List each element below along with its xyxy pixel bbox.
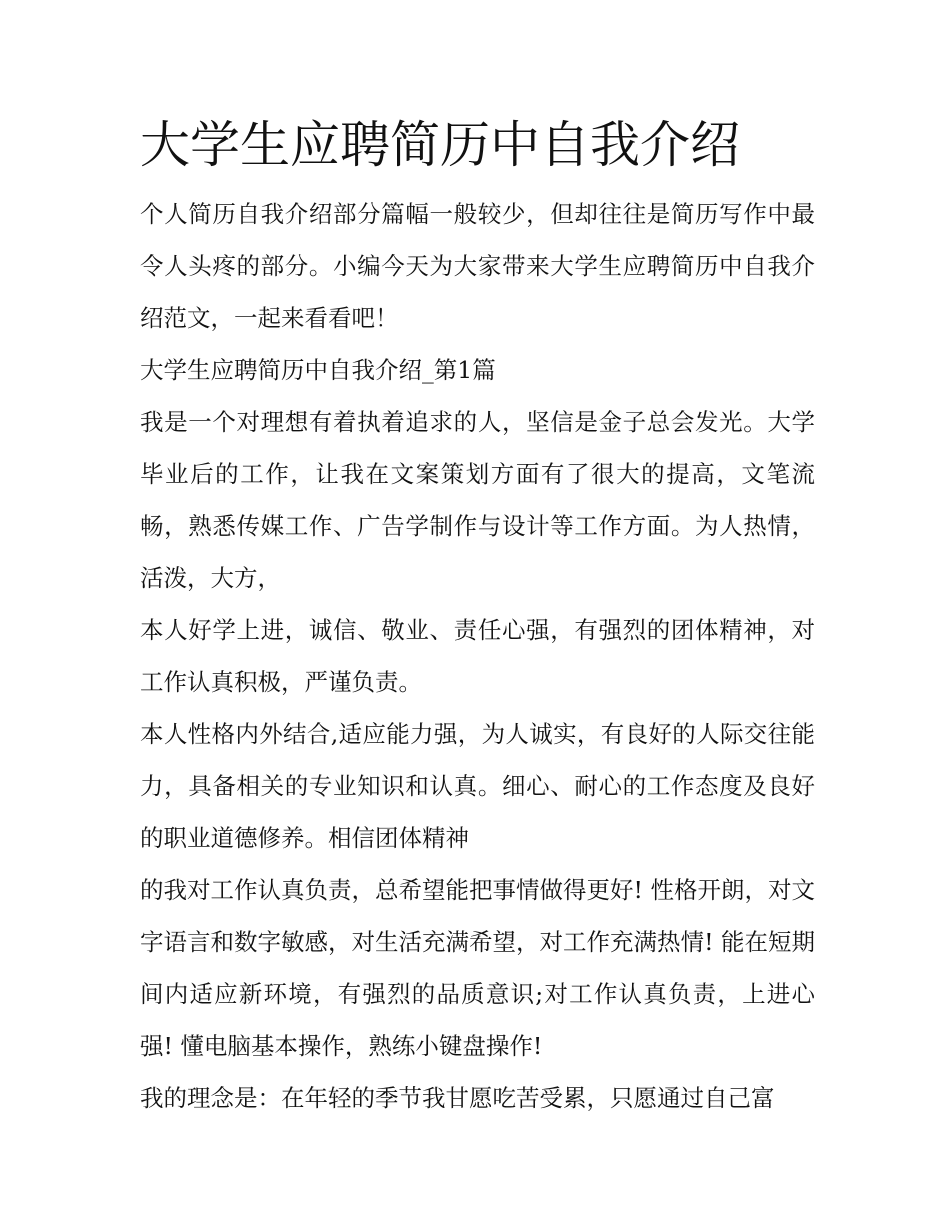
body-paragraph-2: 本人好学上进，诚信、敬业、责任心强，有强烈的团体精神，对工作认真积极，严谨负责。 xyxy=(140,616,815,696)
document-title: 大学生应聘简历中自我介绍 xyxy=(140,116,740,174)
intro-paragraph: 个人简历自我介绍部分篇幅一般较少，但却往往是简历写作中最令人头疼的部分。小编今天为大家带来大学生应聘简历中自我介绍范文，一起来看看吧！ xyxy=(140,200,815,332)
body-paragraph-5: 我的理念是：在年轻的季节我甘愿吃苦受累，只愿通过自己富 xyxy=(140,1084,775,1112)
body-paragraph-1: 我是一个对理想有着执着追求的人，坚信是金子总会发光。大学毕业后的工作，让我在文案策划方面有了很大的提高，文笔流畅，熟悉传媒工作、广告学制作与设计等工作方面。为人热情，活泼，大方， xyxy=(140,408,815,592)
section-heading: 大学生应聘简历中自我介绍_第1篇 xyxy=(140,356,496,384)
body-paragraph-4: 的我对工作认真负责，总希望能把事情做得更好! 性格开朗，对文字语言和数字敏感，对生活充满希望，对工作充满热情! 能在短期间内适应新环境，有强烈的品质意识;对工作认真负责，上进心强! 懂电脑基本操作，熟练小键盘操作! xyxy=(140,876,815,1060)
body-paragraph-3: 本人性格内外结合,适应能力强，为人诚实，有良好的人际交往能力，具备相关的专业知识和认真。细心、耐心的工作态度及良好的职业道德修养。相信团体精神 xyxy=(140,720,815,852)
document-body xyxy=(140,108,815,1124)
